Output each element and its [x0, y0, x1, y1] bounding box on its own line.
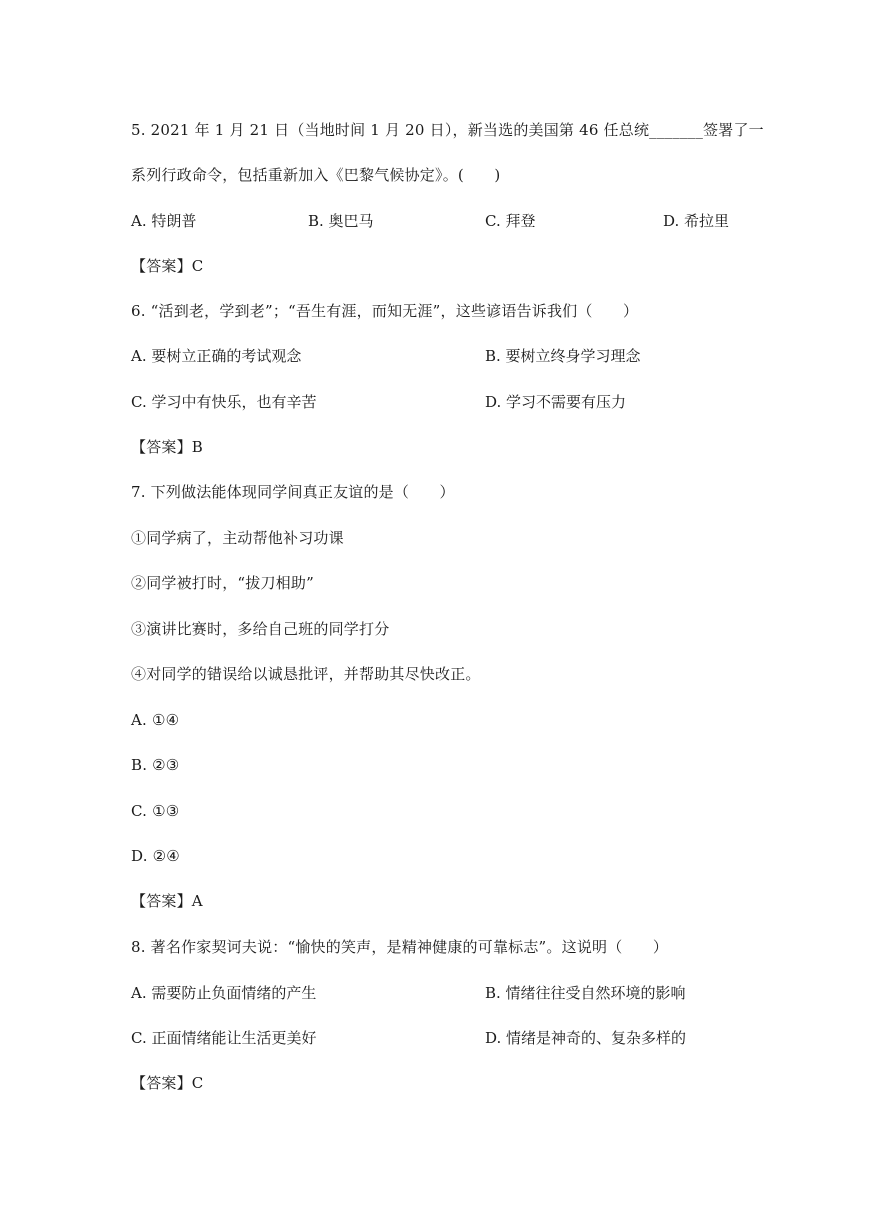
- question-7-option-a: A. ①④: [131, 711, 180, 729]
- question-6-stem-line-1: 6. “活到老，学到老”；“吾生有涯，而知无涯”，这些谚语告诉我们（ ）: [131, 302, 639, 320]
- question-6-option-a: A. 要树立正确的考试观念: [131, 347, 302, 365]
- question-5-option-d: D. 希拉里: [663, 212, 730, 230]
- question-7-option-b: B. ②③: [131, 756, 180, 774]
- question-8-option-a: A. 需要防止负面情绪的产生: [131, 984, 317, 1002]
- question-6-option-d: D. 学习不需要有压力: [485, 393, 627, 411]
- question-5-stem-line-1: 5. 2021 年 1 月 21 日（当地时间 1 月 20 日），新当选的美国第 46 任总统_______签署了一: [131, 121, 764, 139]
- question-7-option-d: D. ②④: [131, 847, 180, 865]
- question-5-stem-line-2: 系列行政命令，包括重新加入《巴黎气候协定》。( ): [131, 166, 501, 184]
- question-5-option-c: C. 拜登: [485, 212, 536, 230]
- question-7-option-c: C. ①③: [131, 802, 180, 820]
- question-8-option-d: D. 情绪是神奇的、复杂多样的: [485, 1029, 687, 1047]
- question-7-answer: 【答案】A: [131, 892, 203, 910]
- question-5-answer: 【答案】C: [131, 257, 204, 275]
- question-8-answer: 【答案】C: [131, 1074, 204, 1092]
- question-8-option-b: B. 情绪往往受自然环境的影响: [485, 984, 686, 1002]
- question-6-option-c: C. 学习中有快乐，也有辛苦: [131, 393, 317, 411]
- question-5-option-b: B. 奥巴马: [308, 212, 374, 230]
- question-6-answer: 【答案】B: [131, 438, 204, 456]
- question-7-stem-line-1: 7. 下列做法能体现同学间真正友谊的是（ ）: [131, 483, 455, 501]
- question-6-option-b: B. 要树立终身学习理念: [485, 347, 641, 365]
- question-7-statement-2: ②同学被打时，“拔刀相助”: [131, 574, 314, 592]
- question-5-option-a: A. 特朗普: [131, 212, 197, 230]
- question-7-statement-1: ①同学病了，主动帮他补习功课: [131, 529, 344, 547]
- question-7-statement-3: ③演讲比赛时，多给自己班的同学打分: [131, 620, 390, 638]
- question-7-statement-4: ④对同学的错误给以诚恳批评，并帮助其尽快改正。: [131, 665, 481, 683]
- question-8-option-c: C. 正面情绪能让生活更美好: [131, 1029, 317, 1047]
- question-8-stem-line-1: 8. 著名作家契诃夫说：“愉快的笑声，是精神健康的可靠标志”。这说明（ ）: [131, 938, 669, 956]
